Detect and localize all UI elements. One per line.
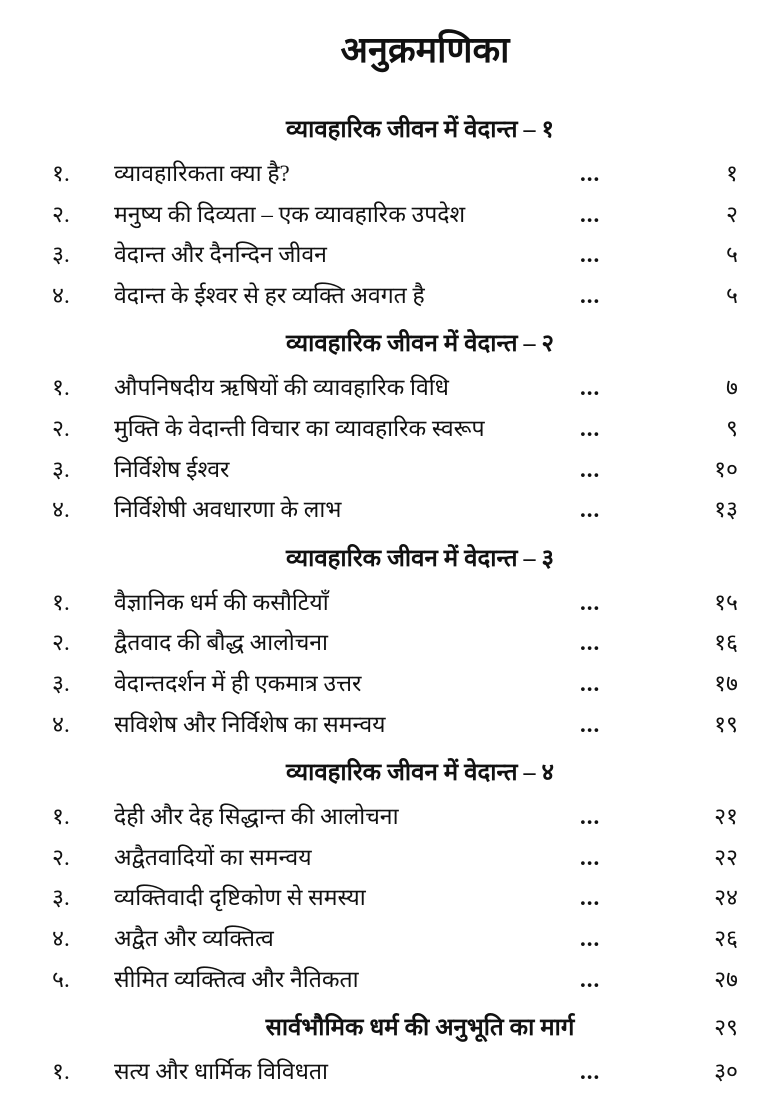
section-heading[interactable] [0,320,780,368]
dot-leader: ... [580,844,601,870]
toc-entry[interactable] [0,409,780,450]
dot-leader: ... [580,885,601,911]
entry-number: ५. [52,966,70,992]
entry-page-number: १० [714,456,738,482]
toc-section [0,320,780,530]
entry-title: अद्वैत और व्यक्तित्व [114,925,274,951]
dot-leader: ... [580,630,601,656]
entry-title: मुक्ति के वेदान्ती विचार का व्यावहारिक स्वरूप [114,415,485,441]
section-heading[interactable] [0,1004,780,1052]
toc-entry[interactable] [0,235,780,276]
entry-title: द्वैतवाद की बौद्ध आलोचना [114,630,329,656]
section-heading-text: व्यावहारिक जीवन में वेदान्त – २ [285,331,554,358]
entry-page-number: २४ [714,885,738,911]
entry-title: वेदान्तदर्शन में ही एकमात्र उत्तर [114,670,362,696]
entry-page-number: १७ [714,670,738,696]
entry-number: २. [52,844,70,870]
entry-page-number: १ [726,161,738,186]
entry-title: देही और देह सिद्धान्त की आलोचना [114,804,399,830]
section-heading[interactable] [0,106,780,154]
entry-page-number: ३० [714,1059,738,1085]
entry-number: २. [52,415,70,441]
entry-page-number: १९ [714,711,738,737]
entry-number: १. [52,1059,70,1085]
dot-leader: ... [580,161,601,186]
section-page-number: २९ [714,1015,738,1041]
entry-title: व्यक्तिवादी दृष्टिकोण से समस्या [114,885,366,911]
entry-number: ४. [52,282,70,308]
dot-leader: ... [580,456,601,482]
section-heading-text: व्यावहारिक जीवन में वेदान्त – १ [285,117,554,143]
entry-page-number: १३ [714,497,738,523]
toc-entry[interactable] [0,960,780,1001]
section-heading[interactable] [0,535,780,583]
entry-number: १. [52,161,70,186]
section-heading-text: व्यावहारिक जीवन में वेदान्त – ३ [285,545,554,572]
entry-number: ४. [52,497,70,523]
entry-number: १. [52,589,70,615]
toc-entry[interactable] [0,838,780,879]
table-of-contents [0,106,780,1093]
entry-title: वेदान्त और दैनन्दिन जीवन [114,242,327,268]
dot-leader: ... [580,415,601,441]
toc-entry[interactable] [0,276,780,317]
entry-title: निर्विशेष ईश्वर [114,456,230,482]
toc-entry[interactable] [0,919,780,960]
dot-leader: ... [580,711,601,737]
toc-section [0,535,780,745]
toc-section [0,749,780,1000]
entry-page-number: ५ [726,242,738,268]
entry-page-number: ५ [726,282,738,308]
entry-page-number: २ [726,201,738,227]
dot-leader: ... [580,804,601,830]
dot-leader: ... [580,201,601,227]
entry-number: १. [52,804,70,830]
entry-number: ३. [52,456,70,482]
dot-leader: ... [580,966,601,992]
entry-number: ३. [52,242,70,268]
dot-leader: ... [580,375,601,401]
dot-leader: ... [580,670,601,696]
entry-page-number: १५ [714,589,738,615]
toc-entry[interactable] [0,1052,780,1093]
toc-section [0,106,780,316]
entry-number: ४. [52,711,70,737]
toc-entry[interactable] [0,583,780,624]
entry-page-number: ९ [726,415,738,441]
entry-page-number: १६ [714,630,738,656]
dot-leader: ... [580,242,601,268]
page-title: अनुक्रमणिका [340,30,510,70]
entry-page-number: २१ [714,804,738,830]
entry-number: ३. [52,885,70,911]
section-heading-text: सार्वभौमिक धर्म की अनुभूति का मार्ग [265,1015,575,1042]
dot-leader: ... [580,282,601,308]
entry-title: अद्वैतवादियों का समन्वय [114,844,312,870]
entry-title: सत्य और धार्मिक विविधता [114,1059,328,1085]
entry-page-number: २२ [714,844,738,870]
entry-number: २. [52,630,70,656]
dot-leader: ... [580,497,601,523]
entry-title: निर्विशेषी अवधारणा के लाभ [114,497,342,523]
entry-page-number: २६ [714,925,738,951]
toc-entry[interactable] [0,705,780,746]
entry-title: वेदान्त के ईश्वर से हर व्यक्ति अवगत है [114,282,425,308]
toc-entry[interactable] [0,154,780,195]
dot-leader: ... [580,925,601,951]
entry-title: मनुष्य की दिव्यता – एक व्यावहारिक उपदेश [114,201,466,227]
dot-leader: ... [580,589,601,615]
entry-title: औपनिषदीय ऋषियों की व्यावहारिक विधि [114,375,449,401]
entry-number: ३. [52,670,70,696]
toc-entry[interactable] [0,623,780,664]
entry-number: १. [52,375,70,401]
entry-page-number: २७ [714,966,738,992]
section-heading[interactable] [0,749,780,797]
toc-entry[interactable] [0,797,780,838]
toc-entry[interactable] [0,490,780,531]
toc-section [0,1004,780,1093]
entry-number: ४. [52,925,70,951]
toc-entry[interactable] [0,450,780,491]
entry-page-number: ७ [726,375,738,401]
entry-title: सविशेष और निर्विशेष का समन्वय [114,711,386,737]
entry-title: सीमित व्यक्तित्व और नैतिकता [114,966,359,992]
toc-entry[interactable] [0,368,780,409]
entry-number: २. [52,201,70,227]
toc-entry[interactable] [0,664,780,705]
dot-leader: ... [580,1059,601,1085]
toc-entry[interactable] [0,878,780,919]
section-heading-text: व्यावहारिक जीवन में वेदान्त – ४ [285,760,554,787]
entry-title: वैज्ञानिक धर्म की कसौटियाँ [114,589,329,615]
toc-entry[interactable] [0,195,780,236]
entry-title: व्यावहारिकता क्या है? [114,161,290,186]
